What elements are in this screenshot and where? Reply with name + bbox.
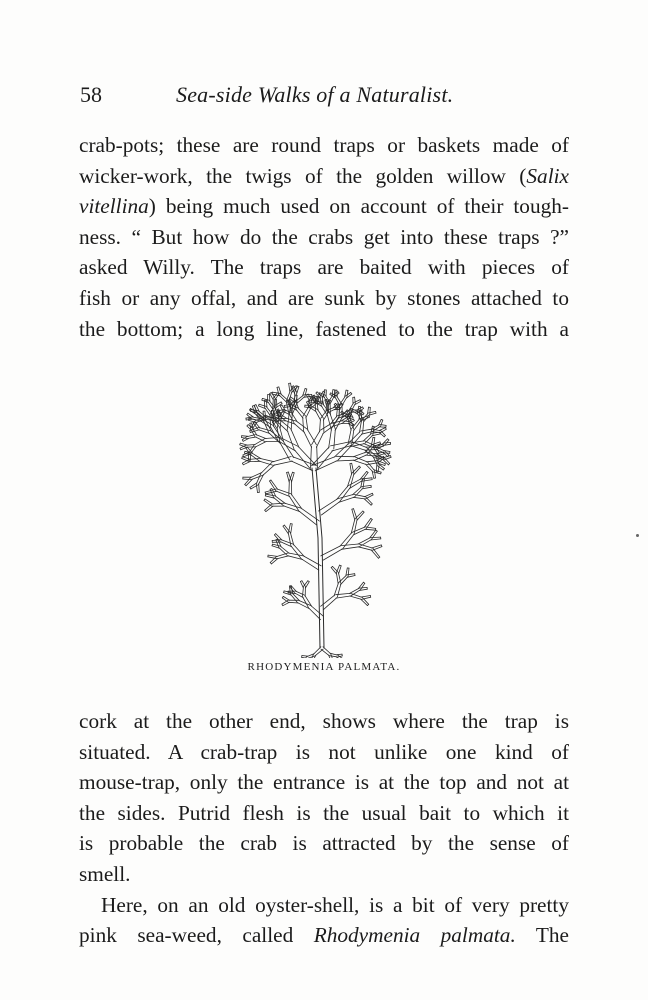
italic-text: Salix xyxy=(526,163,569,188)
text-line: is probable the crab is attracted by the sense of xyxy=(79,831,569,856)
text-line: mouse-trap, only the entrance is at the top and not at xyxy=(79,770,569,795)
italic-text: vitellina xyxy=(79,194,149,219)
text-line: cork at the other end, shows where the trap is xyxy=(79,709,569,733)
paragraph-top xyxy=(79,130,569,344)
text-line: smell. xyxy=(79,861,131,886)
running-head xyxy=(80,82,570,112)
paper-speck xyxy=(636,534,639,537)
text-line: wicker-work, the twigs of the golden willow (Salix xyxy=(79,163,569,188)
text-line: fish or any offal, and are sunk by stones attached to xyxy=(79,285,569,310)
seaweed-illustration xyxy=(200,318,450,658)
paragraph-bottom xyxy=(79,706,569,951)
running-title: Sea-side Walks of a Naturalist. xyxy=(176,82,454,107)
text-line: vitellina) being much used on account of their tough- xyxy=(79,194,569,219)
text-line: the bottom; a long line, fastened to the trap with a xyxy=(79,316,569,341)
page-number: 58 xyxy=(80,82,102,107)
text-line: situated. A crab-trap is not unlike one kind of xyxy=(79,739,569,764)
text-line: Here, on an old oyster-shell, is a bit of very pretty xyxy=(101,892,569,917)
text-line: asked Willy. The traps are baited with pieces of xyxy=(79,255,569,280)
italic-text: Rhodymenia palmata. xyxy=(313,923,516,948)
figure-caption: RHODYMENIA PALMATA. xyxy=(247,661,401,673)
text-line: the sides. Putrid flesh is the usual bait to which it xyxy=(79,800,569,825)
text-line: pink sea-weed, called Rhodymenia palmata. The xyxy=(79,923,569,948)
text-line: ness. “ But how do the crabs get into these traps ?” xyxy=(79,224,569,249)
text-line: crab-pots; these are round traps or baskets made of xyxy=(79,133,569,157)
